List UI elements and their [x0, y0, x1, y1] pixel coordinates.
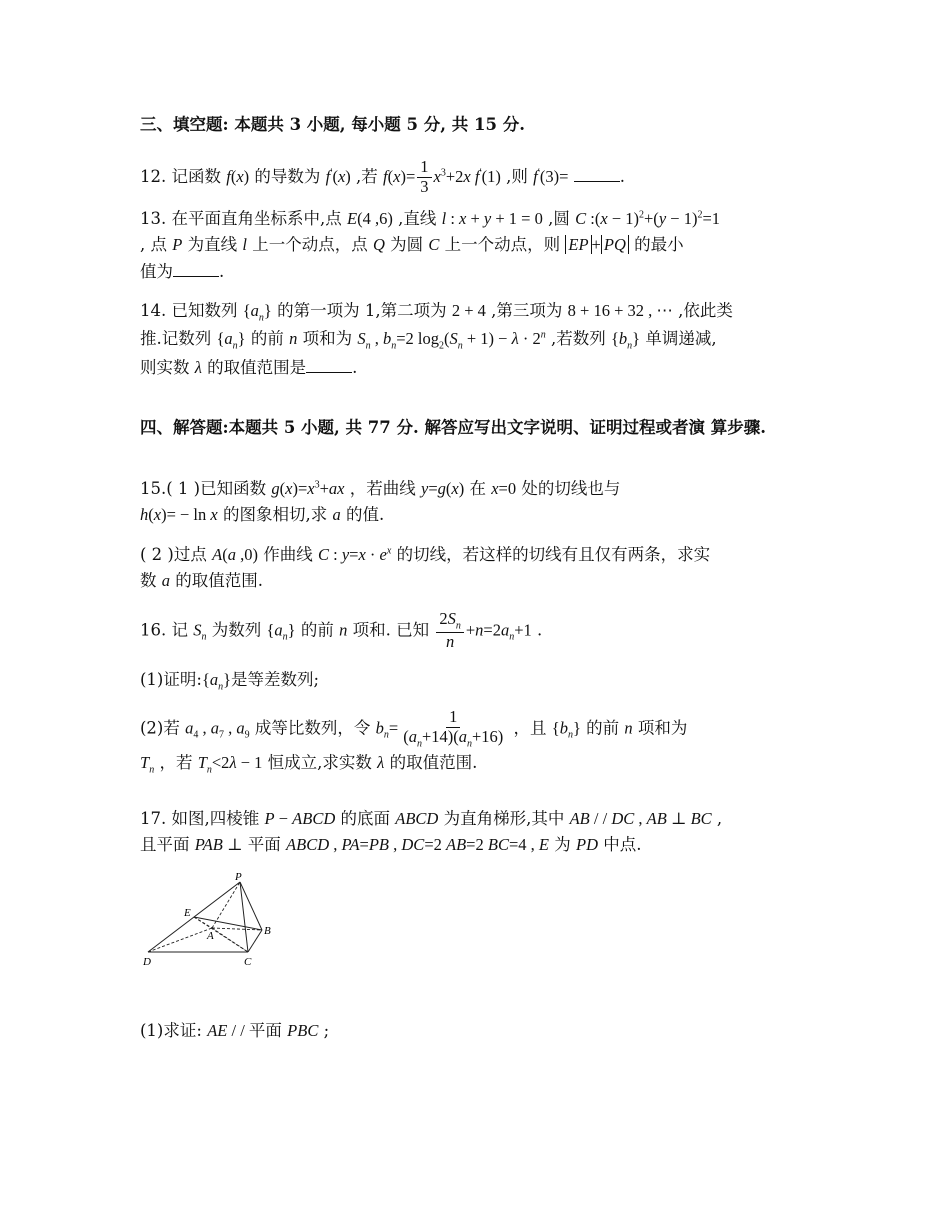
answer-blank[interactable] — [173, 262, 219, 277]
label-E: E — [184, 907, 191, 919]
question-number: 12. — [140, 166, 167, 186]
label-D: D — [143, 956, 151, 968]
label-B: B — [264, 925, 271, 937]
question-17: 17. 如图,四棱锥 P − ABCD 的底面 ABCD 为直角梯形,其中 AB / / DC , AB ⊥ BC , 且平面 PAB ⊥ 平面 ABCD , PA=PB , DC=2 AB=2 BC=4 , E 为 PD 中点. — [140, 809, 723, 855]
label-P: P — [235, 872, 242, 883]
question-16-part-2: (2)若 $a_4$ , $a_7$ , $a_9$ 成等比数列，令 $b_n=$ $\frac{1}{(a_n+14)(a_n+16)}$ ，且 $\{b_n\}$ 的前 n 项和为 $T_n$ ，若 $T_n<2\lambda - 1$ 恒成立,求实数 λ 的取值范围. — [140, 707, 688, 776]
question-13: 13. 在平面直角坐标系中,点 E(4 ,6) ,直线 l : x + y + 1 = 0 ,圆 C :(x − $1)^2+(y - 1)^2=1$ , 点 P 为直线 l 上一个动点，点 Q 为圆 C 上一个动点，则 EP + PQ 的最小 值为 . — [140, 209, 721, 281]
question-number: 15. — [140, 479, 167, 498]
question-17-part-1: (1)求证: AE / / 平面 PBC ; — [140, 1021, 330, 1040]
answer-blank[interactable] — [306, 358, 352, 373]
pyramid-figure — [140, 872, 290, 972]
question-16-part-1: (1)证明$:\{a_n\}$是等差数列; — [140, 670, 320, 693]
edge-PB — [240, 882, 262, 930]
question-number: 16. — [140, 620, 167, 640]
edge-PC — [240, 882, 248, 952]
label-A: A — [207, 930, 214, 942]
fill-in-section-title: 三、填空题: 本题共 3 小题, 每小题 5 分, 共 15 分. — [140, 115, 525, 134]
answer-blank[interactable] — [574, 167, 620, 182]
label-C: C — [244, 956, 252, 968]
question-15-part-2: ( 2 )过点 A(a ,0) 作曲线 C : $y=x \cdot e^x$ 的切线，若这样的切线有且仅有两条，求实 数 a 的取值范围. — [140, 545, 711, 591]
question-14: 14. 已知数列 $\{a_n\}$ 的第一项为 1,第二项为 2 + 4 ,第三项为 8 + 16 + 32 , ⋯ ,依此类 推.记数列 $\{a_n\}$ 的前 n 项和为 $S_n$ , $b_n=2$ $\log_2(S_n + 1) - \lambda \cdot 2^n$ ,若数列 $\{b_n\}$ 单调递减, 则实数 λ 的取值范围是 . — [140, 301, 733, 377]
question-15: 15.( 1 )已知函数 $g(x)=x^3+ax$ ，若曲线 y=g(x) 在 x=0 处的切线也与 h(x)= − ln x 的图象相切,求 a 的值. — [140, 479, 621, 525]
question-number: 17. — [140, 809, 167, 828]
edge-CB — [248, 930, 262, 952]
question-12: 12. 记函数 f(x) 的导数为 f′(x) ,若 f(x)= $\frac{1}{3}$ $x^3+2x$ f′(1) ,则 f′(3)= . — [140, 157, 625, 196]
edge-DA — [148, 928, 212, 952]
solve-section-title: 四、解答题:本题共 5 小题, 共 77 分. 解答应写出文字说明、证明过程或者演 算步骤. — [140, 418, 766, 437]
question-number: 13. — [140, 209, 167, 228]
question-number: 14. — [140, 301, 167, 320]
question-16: 16. 记 $S_n$ 为数列 $\{a_n\}$ 的前 n 项和. 已知 $\frac{2S_n}{n}$ $+n=2a_n+1$ . — [140, 609, 543, 651]
